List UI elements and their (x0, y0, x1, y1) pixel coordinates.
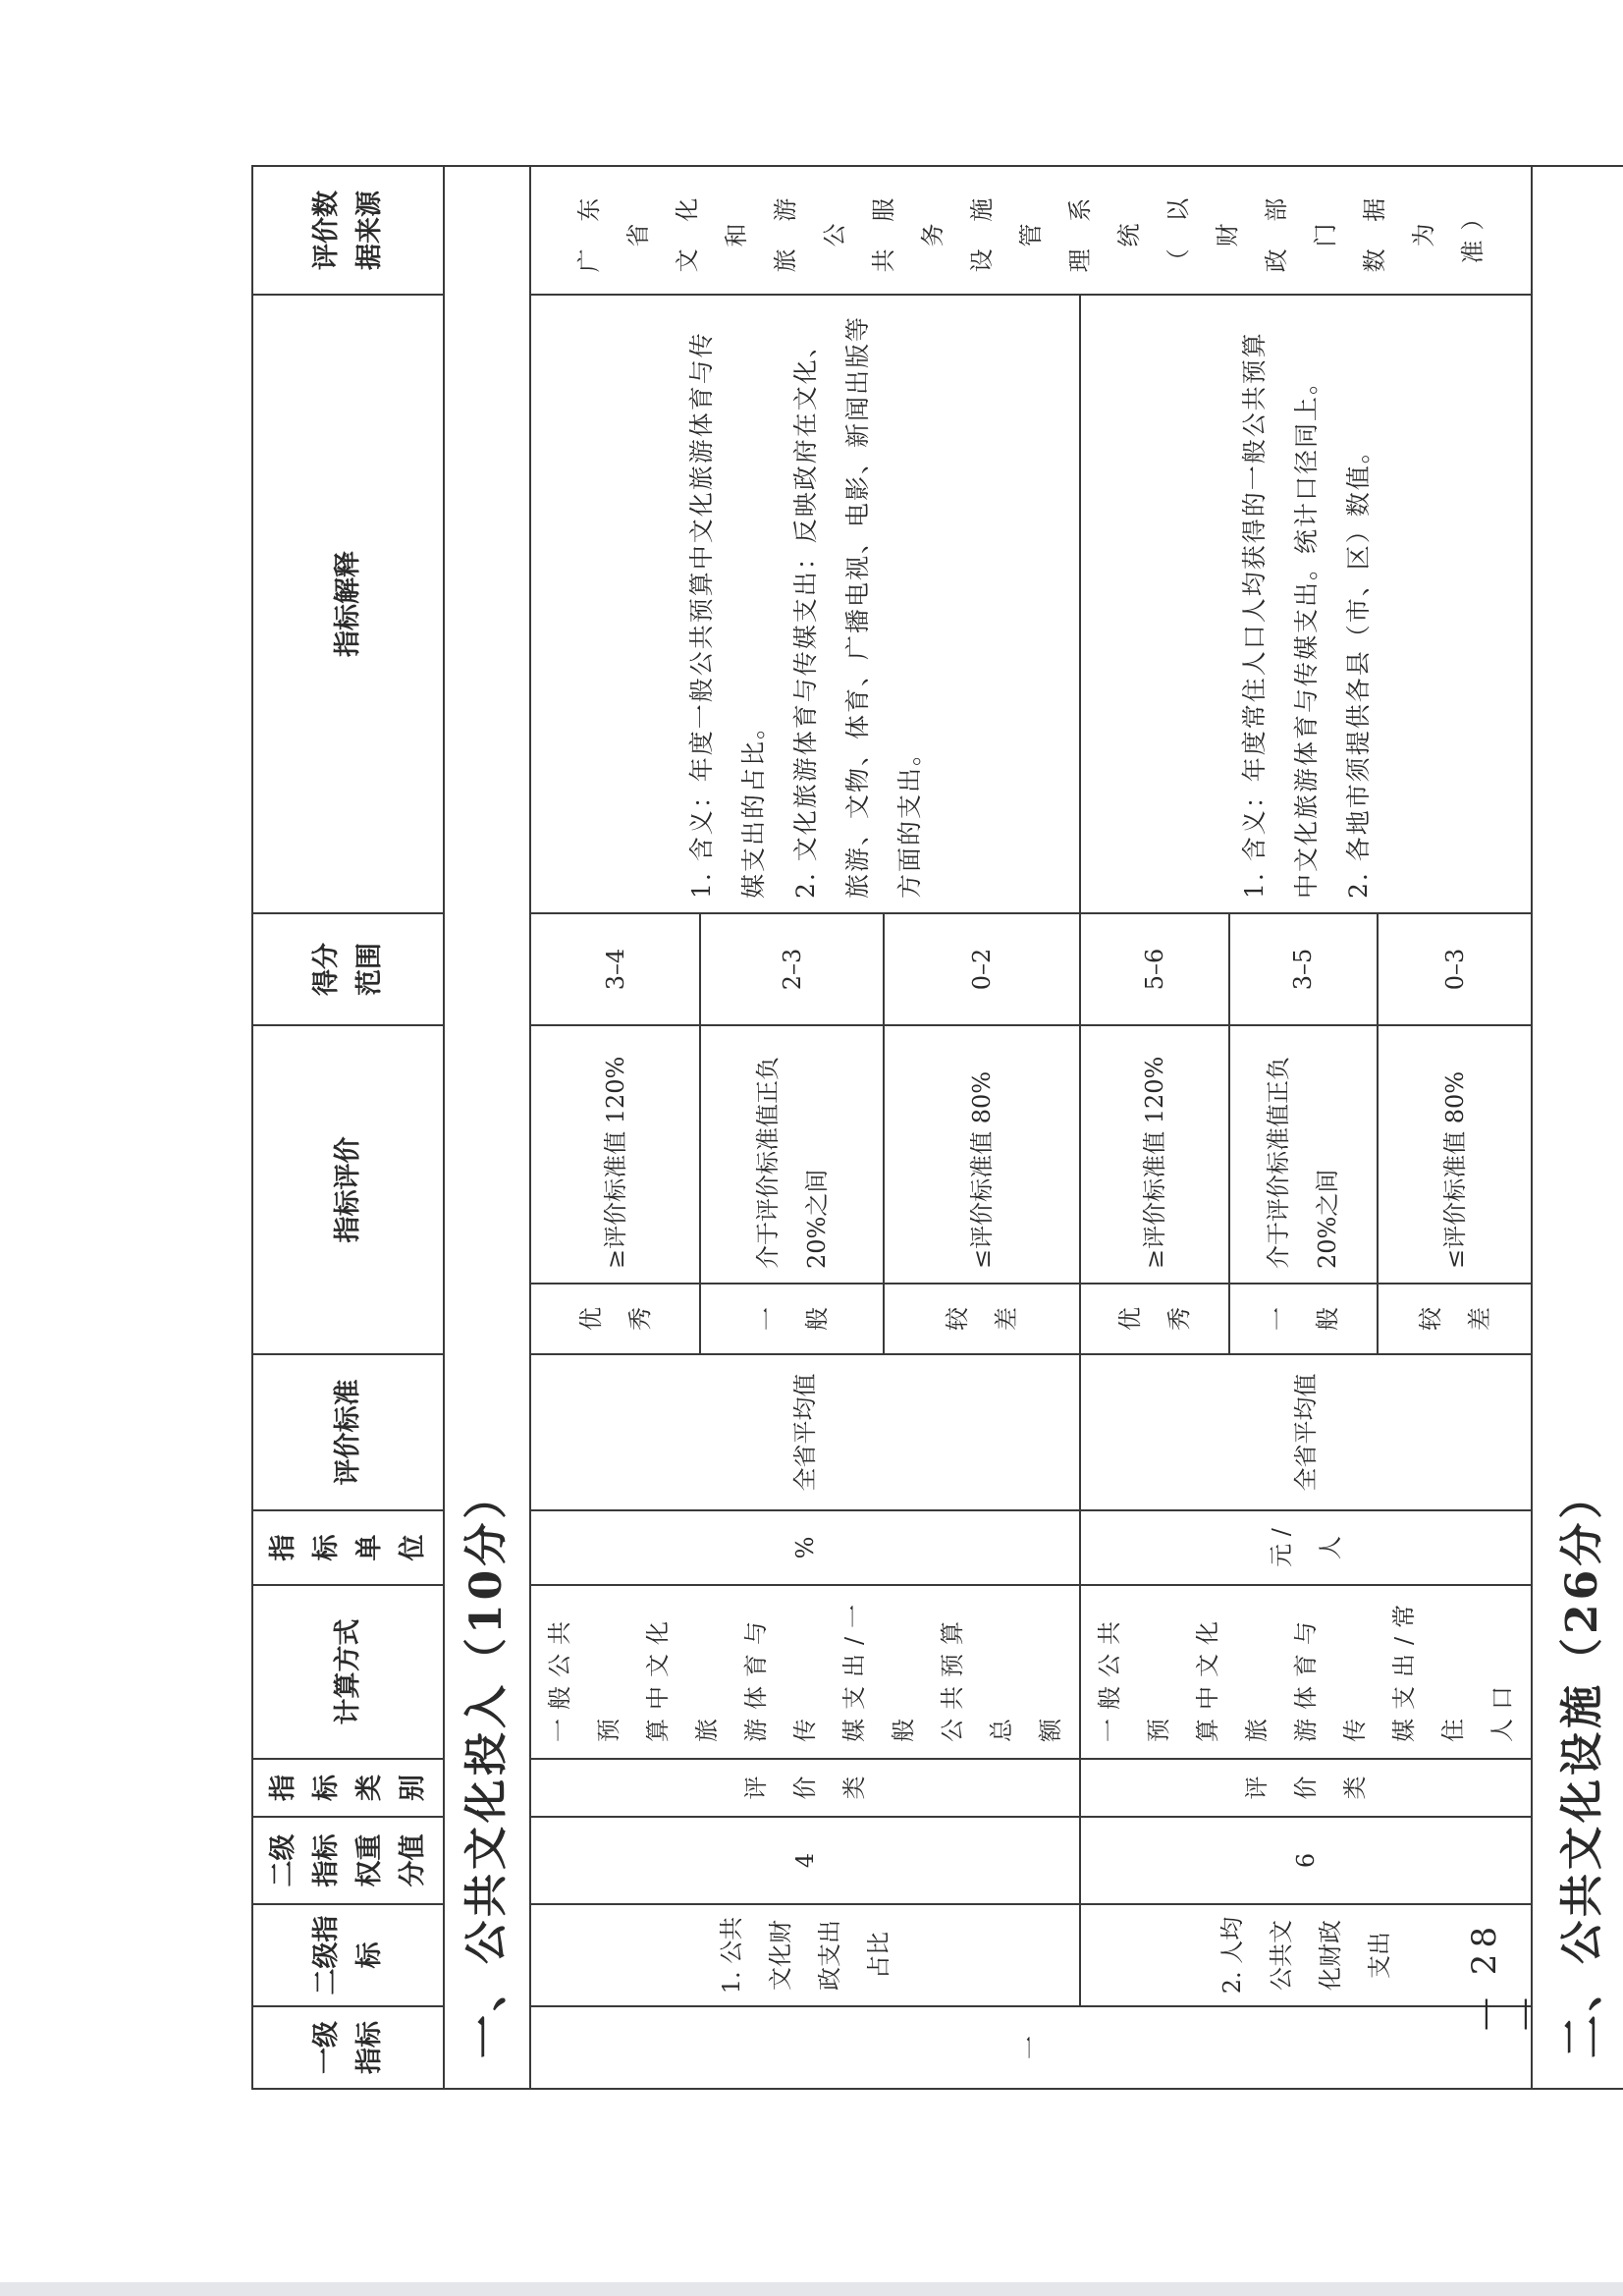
indicator-category: 评 价 类 (1080, 1759, 1532, 1817)
table-row (530, 166, 700, 2089)
rating-criteria: 介于评价标准值正负 20%之间 (700, 1025, 884, 1284)
rating-score: 2–3 (700, 913, 884, 1025)
header-row (252, 166, 444, 2089)
indicator-weight: 6 (1080, 1817, 1532, 1904)
indicator-unit: % (530, 1510, 1080, 1585)
header-score: 得分 范围 (252, 913, 444, 1025)
header-evaluation: 指标评价 (252, 1025, 444, 1354)
rating-label: 较 差 (884, 1284, 1080, 1354)
indicator-weight: 4 (530, 1817, 1080, 1904)
rating-criteria: ≥评价标准值 120% (1080, 1025, 1229, 1284)
header-unit: 指 标 单 位 (252, 1510, 444, 1585)
section-title: 二、公共文化设施（26分） (1532, 166, 1623, 2089)
rating-score: 3–4 (530, 913, 700, 1025)
indicator-calc: 一般公共预 算中文化旅 游体育与传 媒支出/常住 人口 (1080, 1585, 1532, 1759)
rating-label: 一 般 (700, 1284, 884, 1354)
rating-score: 0–2 (884, 913, 1080, 1025)
rating-criteria: 介于评价标准值正负 20%之间 (1229, 1025, 1379, 1284)
header-level1: 一级 指标 (252, 2006, 444, 2089)
indicator-standard: 全省平均值 (530, 1354, 1080, 1510)
header-standard: 评价标准 (252, 1354, 444, 1510)
rating-criteria: ≥评价标准值 120% (530, 1025, 700, 1284)
evaluation-table (251, 165, 1623, 2090)
rating-score: 3–5 (1229, 913, 1379, 1025)
level1-cell: 一 (530, 2006, 1532, 2089)
indicator-name: 1. 公共 文化财 政支出 占比 (530, 1904, 1080, 2006)
page-number: — 28 — (1465, 1920, 1543, 2031)
header-weight: 二级 指标 权重 分值 (252, 1817, 444, 1904)
rating-criteria: ≤评价标准值 80% (1378, 1025, 1532, 1284)
rating-criteria: ≤评价标准值 80% (884, 1025, 1080, 1284)
data-source: 广 东 省 文 化 和 旅 游 公 共 服 务 设 施 管 理 系 统 （ 以 财 政 部 门 数 据 为 准） (530, 166, 1532, 295)
indicator-standard: 全省平均值 (1080, 1354, 1532, 1510)
scan-edge (0, 2282, 1623, 2296)
rating-label: 一 般 (1229, 1284, 1379, 1354)
section-row (1532, 166, 1623, 2089)
header-calc: 计算方式 (252, 1585, 444, 1759)
header-source: 评价数 据来源 (252, 166, 444, 295)
indicator-category: 评 价 类 (530, 1759, 1080, 1817)
section-title: 一、公共文化投入（10分） (444, 166, 530, 2089)
header-level2: 二级指 标 (252, 1904, 444, 2006)
indicator-name: 2. 人均 公共文 化财政 支出 (1080, 1904, 1532, 2006)
section-row (444, 166, 530, 2089)
indicator-explanation: 1. 含义：年度常住人口人均获得的一般公共预算中文化旅游体育与传媒支出。统计口径同上。 2. 各地市须提供各县（市、区）数值。 (1080, 295, 1532, 913)
table-row (1080, 166, 1229, 2089)
rating-score: 0–3 (1378, 913, 1532, 1025)
rating-score: 5–6 (1080, 913, 1229, 1025)
rating-label: 较 差 (1378, 1284, 1532, 1354)
indicator-unit: 元 / 人 (1080, 1510, 1532, 1585)
indicator-explanation: 1. 含义：年度一般公共预算中文化旅游体育与传媒支出的占比。 2. 文化旅游体育与传媒支出：反映政府在文化、旅游、文物、体育、广播电视、电影、新闻出版等方面的支出。 (530, 295, 1080, 913)
rating-label: 优 秀 (1080, 1284, 1229, 1354)
header-explanation: 指标解释 (252, 295, 444, 913)
indicator-calc: 一般公共预 算中文化旅 游体育与传 媒支出/一般 公共预算总 额 (530, 1585, 1080, 1759)
rating-label: 优 秀 (530, 1284, 700, 1354)
header-category: 指 标 类 别 (252, 1759, 444, 1817)
